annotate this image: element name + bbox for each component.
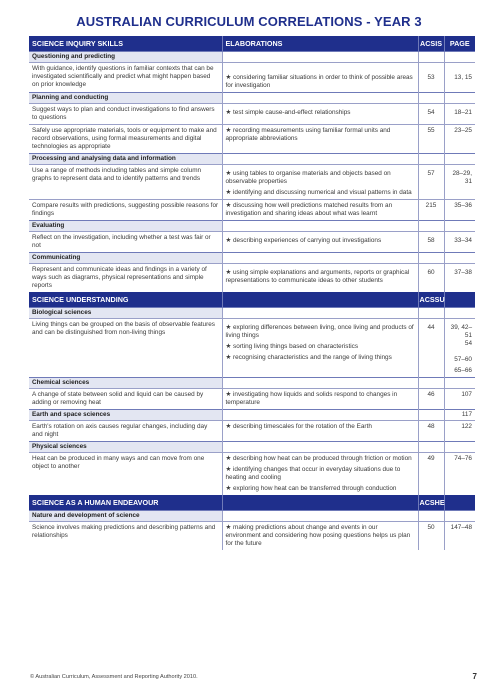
table-row: [29, 232, 475, 253]
content-description: Suggest ways to plan and conduct investigations to find answers to questions: [29, 104, 222, 125]
pages: 57–60: [454, 356, 472, 363]
elaborations: [222, 319, 418, 378]
table-row: [29, 453, 475, 496]
elaboration: ★ exploring differences between living, once living and products of living things: [225, 324, 414, 339]
content-description: Living things can be grouped on the basis of observable features and can be distinguished from non-living things: [29, 319, 222, 378]
elaborations: [222, 453, 418, 496]
pages: 39, 42–51: [450, 324, 472, 339]
header-endeavour: SCIENCE AS A HUMAN ENDEAVOUR: [29, 495, 222, 511]
group-processing: Processing and analysing data and information: [29, 154, 222, 165]
group-chemical: Chemical sciences: [29, 378, 222, 389]
content-description: Earth's rotation on axis causes regular changes, including day and night: [29, 421, 222, 442]
pages: 54: [464, 340, 472, 347]
elaboration: ★ investigating how liquids and solids respond to changes in temperature: [222, 389, 418, 410]
content-description: Compare results with predictions, suggesting possible reasons for findings: [29, 200, 222, 221]
pages: 107: [444, 389, 475, 410]
table-row: [29, 125, 475, 154]
pages: 117: [444, 410, 475, 421]
group-communicating: Communicating: [29, 253, 222, 264]
table-row: [29, 522, 475, 551]
group-row: [29, 410, 475, 421]
elaboration: ★ identifying and discussing numerical and visual patterns in data: [225, 189, 412, 196]
group-physical: Physical sciences: [29, 442, 222, 453]
content-description: A change of state between solid and liquid can be caused by adding or removing heat: [29, 389, 222, 410]
pages: 18–21: [444, 104, 475, 125]
table-row: [29, 264, 475, 293]
group-row: [29, 378, 475, 389]
pages: 23–25: [444, 125, 475, 154]
elaboration: ★ using tables to organise materials and objects based on observable properties: [225, 170, 391, 185]
group-questioning: Questioning and predicting: [29, 52, 222, 63]
elaboration: ★ exploring how heat can be transferred through conduction: [225, 485, 397, 492]
elaboration: ★ using simple explanations and arguments, reports or graphical representations to communicate ideas to other students: [222, 264, 418, 293]
group-evaluating: Evaluating: [29, 221, 222, 232]
content-description: Safely use appropriate materials, tools or equipment to make and record observations, using formal measurements and digital technologies as appropriate: [29, 125, 222, 154]
code: 50: [418, 522, 444, 551]
header-inquiry: SCIENCE INQUIRY SKILLS: [29, 36, 222, 52]
group-row: [29, 154, 475, 165]
content-description: With guidance, identify questions in familiar contexts that can be investigated scientifically and predict what might happen based on prior knowledge: [29, 63, 222, 93]
header-elaborations: ELABORATIONS: [222, 36, 418, 52]
header-acssu: ACSSU: [418, 292, 444, 308]
group-row: [29, 253, 475, 264]
elaboration: ★ recording measurements using familiar formal units and appropriate abbreviations: [222, 125, 418, 154]
content-description: Science involves making predictions and describing patterns and relationships: [29, 522, 222, 551]
copyright-footer: © Australian Curriculum, Assessment and Reporting Authority 2010.: [30, 674, 198, 680]
pages-list: [444, 319, 475, 378]
table-row: [29, 389, 475, 410]
group-row: [29, 221, 475, 232]
section-header-understanding: [29, 292, 475, 308]
page-title: AUSTRALIAN CURRICULUM CORRELATIONS - YEAR 3: [76, 14, 422, 29]
pages: 122: [444, 421, 475, 442]
section-header-inquiry: [29, 36, 475, 52]
header-page: PAGE: [444, 36, 475, 52]
elaboration: ★ describing timescales for the rotation of the Earth: [222, 421, 418, 442]
pages: 147–48: [444, 522, 475, 551]
pages: 74–76: [444, 453, 475, 496]
elaboration: ★ making predictions about change and events in our environment and considering how posing questions helps us plan for the future: [222, 522, 418, 551]
content-description: Use a range of methods including tables and simple column graphs to represent data and to identify patterns and trends: [29, 165, 222, 200]
code: 53: [418, 63, 444, 93]
elaboration: ★ discussing how well predictions matched results from an investigation and sharing ideas about what was learnt: [222, 200, 418, 221]
code: 215: [418, 200, 444, 221]
group-row: [29, 308, 475, 319]
table-row: [29, 200, 475, 221]
content-description: Represent and communicate ideas and findings in a variety of ways such as diagrams, physical representations and simple reports: [29, 264, 222, 293]
code: 58: [418, 232, 444, 253]
code: 57: [418, 165, 444, 200]
table-row: [29, 63, 475, 93]
table-row: [29, 319, 475, 378]
table-row: [29, 104, 475, 125]
elaboration: ★ describing experiences of carrying out investigations: [222, 232, 418, 253]
elaboration: ★ sorting living things based on characteristics: [225, 343, 359, 350]
elaboration: ★ identifying changes that occur in everyday situations due to heating and cooling: [225, 466, 401, 481]
header-understanding: SCIENCE UNDERSTANDING: [29, 292, 222, 308]
group-planning: Planning and conducting: [29, 93, 222, 104]
code: 54: [418, 104, 444, 125]
elaboration: ★ recognising characteristics and the range of living things: [225, 354, 392, 361]
code: 60: [418, 264, 444, 293]
pages: 35–36: [444, 200, 475, 221]
content-description: Heat can be produced in many ways and can move from one object to another: [29, 453, 222, 496]
code: 49: [418, 453, 444, 496]
code: 48: [418, 421, 444, 442]
pages: 37–38: [444, 264, 475, 293]
header-acsis: ACSIS: [418, 36, 444, 52]
code: 55: [418, 125, 444, 154]
table-row: [29, 421, 475, 442]
group-nature: Nature and development of science: [29, 511, 222, 522]
elaborations: [222, 165, 418, 200]
code: 44: [418, 319, 444, 378]
pages: 33–34: [444, 232, 475, 253]
elaboration: ★ considering familiar situations in order to think of possible areas for investigation: [222, 63, 418, 93]
curriculum-table: [29, 36, 475, 550]
group-row: [29, 442, 475, 453]
section-header-endeavour: [29, 495, 475, 511]
group-row: [29, 511, 475, 522]
code: 46: [418, 389, 444, 410]
group-row: [29, 93, 475, 104]
table-row: [29, 165, 475, 200]
pages: 65–66: [454, 367, 472, 374]
group-biological: Biological sciences: [29, 308, 222, 319]
group-earth-space: Earth and space sciences: [29, 410, 222, 421]
elaboration: ★ test simple cause-and-effect relationships: [222, 104, 418, 125]
elaboration: ★ describing how heat can be produced through friction or motion: [225, 455, 412, 462]
group-row: [29, 52, 475, 63]
page-number: 7: [472, 672, 477, 681]
pages: 28–29, 31: [444, 165, 475, 200]
pages: 13, 15: [444, 63, 475, 93]
header-acshe: ACSHE: [418, 495, 444, 511]
content-description: Reflect on the investigation, including whether a test was fair or not: [29, 232, 222, 253]
